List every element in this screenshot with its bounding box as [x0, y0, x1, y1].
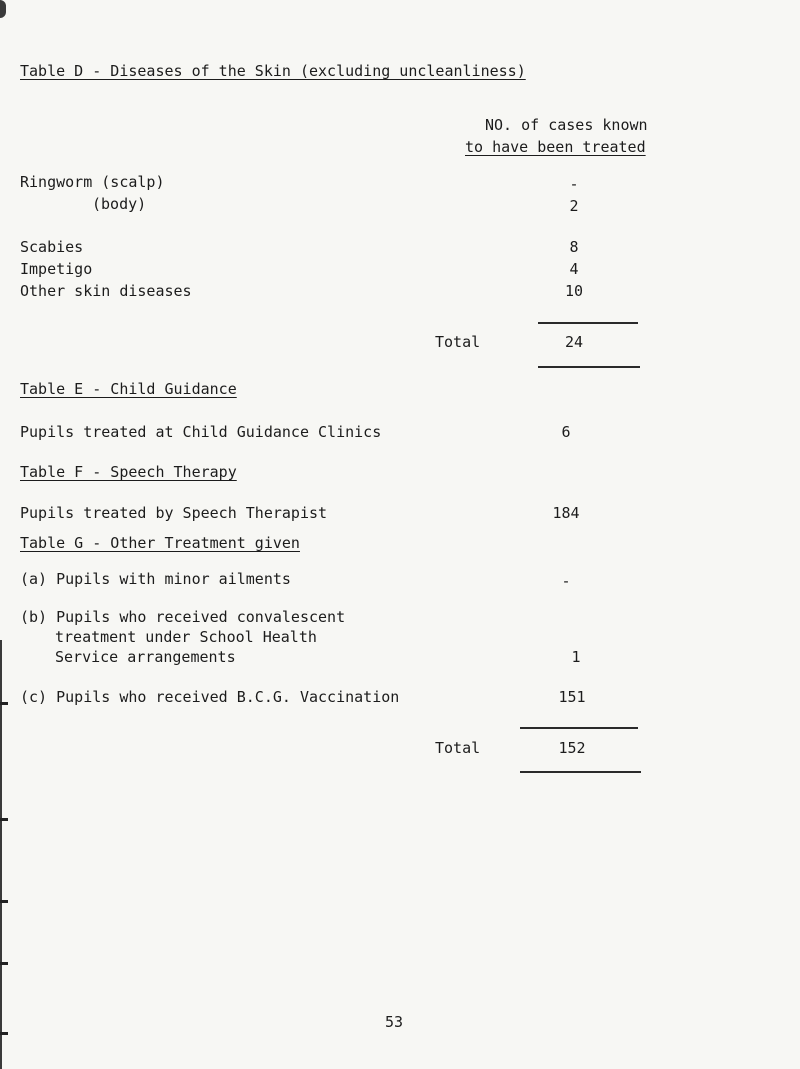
- table-g-total-bottom-rule: [520, 771, 641, 773]
- table-f-row-label: Pupils treated by Speech Therapist: [20, 504, 328, 522]
- table-g-total-label: Total: [435, 739, 481, 757]
- table-g-heading: Table G - Other Treatment given: [20, 534, 300, 552]
- scan-edge-mark: [0, 900, 8, 903]
- scan-edge-mark: [0, 818, 8, 821]
- table-d-total-value: 24: [564, 333, 584, 351]
- table-d-column-header-line2: to have been treated: [465, 138, 646, 156]
- table-g-row-b-value: 1: [571, 648, 581, 666]
- table-d-row-value: -: [569, 175, 579, 193]
- table-d-row-label: Scabies: [20, 238, 84, 256]
- table-g-row-a-label: (a) Pupils with minor ailments: [20, 570, 291, 588]
- scan-edge-mark: [0, 1032, 8, 1035]
- table-e-row-value: 6: [561, 423, 571, 441]
- table-d-row-value: 10: [564, 282, 584, 300]
- table-d-total-top-rule: [538, 322, 638, 324]
- table-g-row-c-label: (c) Pupils who received B.C.G. Vaccination: [20, 688, 400, 706]
- table-d-total-label: Total: [435, 333, 481, 351]
- table-d-column-header-line1: NO. of cases known: [485, 116, 648, 134]
- table-d-total-bottom-rule: [538, 366, 640, 368]
- table-g-total-value: 152: [558, 739, 586, 757]
- table-g-row-b-line1: (b) Pupils who received convalescent: [20, 608, 346, 626]
- table-e-heading: Table E - Child Guidance: [20, 380, 237, 398]
- table-f-heading: Table F - Speech Therapy: [20, 463, 237, 481]
- scan-edge-mark: [0, 962, 8, 965]
- table-g-row-c-value: 151: [558, 688, 586, 706]
- table-d-row-label: Impetigo: [20, 260, 93, 278]
- table-e-row-label: Pupils treated at Child Guidance Clinics: [20, 423, 382, 441]
- table-g-total-top-rule: [520, 727, 638, 729]
- table-d-row-value: 8: [569, 238, 579, 256]
- table-f-row-value: 184: [552, 504, 580, 522]
- table-d-row-label: Ringworm (scalp): [20, 173, 165, 191]
- table-g-row-a-value: -: [561, 572, 571, 590]
- table-d-row-label: Other skin diseases: [20, 282, 192, 300]
- table-d-row-value: 4: [569, 260, 579, 278]
- table-d-row-value: 2: [569, 197, 579, 215]
- table-g-row-b-line3: Service arrangements: [55, 648, 236, 666]
- table-d-row-label: (body): [92, 195, 147, 213]
- table-g-row-b-line2: treatment under School Health: [55, 628, 317, 646]
- scan-edge-mark: [0, 0, 6, 18]
- scan-edge-mark: [0, 702, 8, 705]
- page-number: 53: [385, 1013, 404, 1031]
- table-d-heading: Table D - Diseases of the Skin (excluding uncleanliness): [20, 62, 526, 80]
